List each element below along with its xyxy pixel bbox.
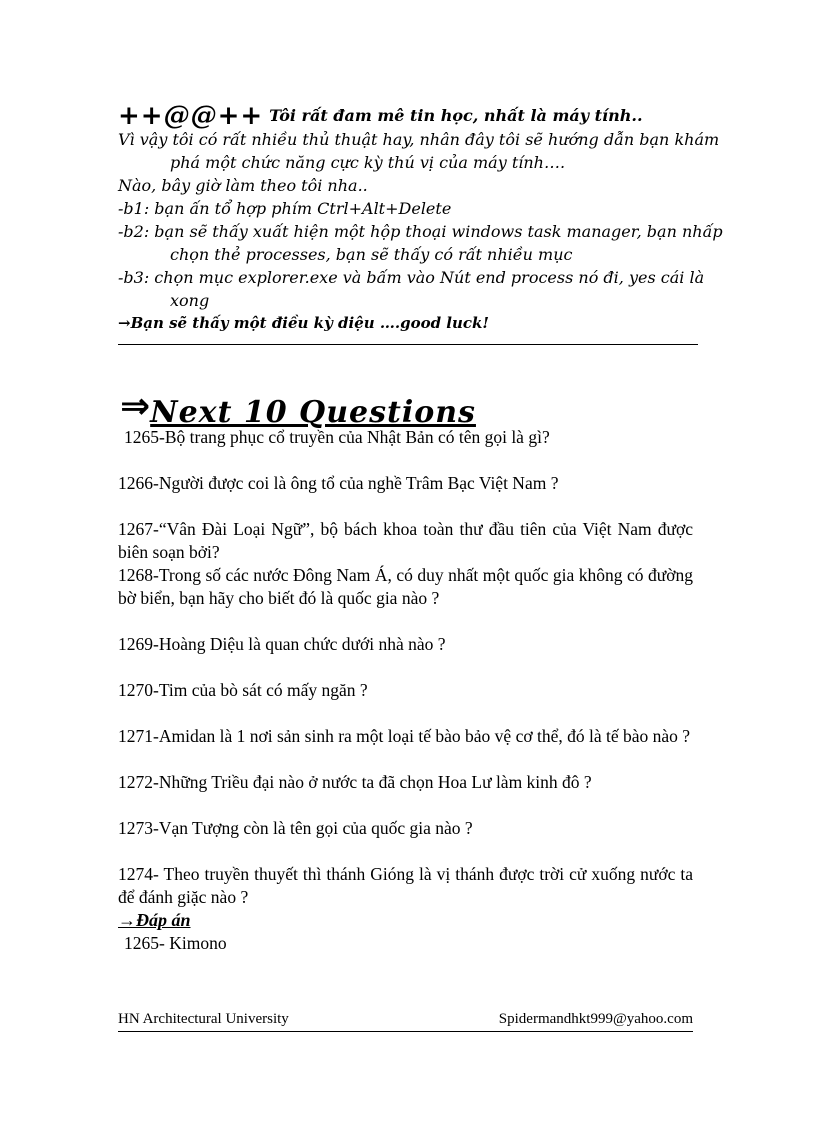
intro-line-2: Nào, bây giờ làm theo tôi nha.. [118,176,368,195]
intro-line-1b: phá một chức năng cực kỳ thú vị của máy tính…. [170,153,566,172]
step-2: -b2: bạn sẽ thấy xuất hiện một hộp thoại windows task manager, bạn nhấp [118,222,723,241]
question-1270: 1270-Tim của bò sát có mấy ngăn ? [118,680,368,700]
footer-rule [118,1031,693,1032]
answers-heading: →Đáp án [118,910,191,930]
page-footer [118,1011,693,1031]
question-1273: 1273-Vạn Tượng còn là tên gọi của quốc gia nào ? [118,818,473,838]
question-1267: 1267-“Vân Đài Loại Ngữ”, bộ bách khoa toàn thư đầu tiên của Việt Nam được biên soạn bởi? [118,519,693,562]
double-arrow-icon: ⇒ [120,386,151,427]
question-1274: 1274- Theo truyền thuyết thì thánh Gióng là vị thánh được trời cử xuống nước ta để đánh giặc nào ? [118,864,693,907]
step-3-continued: xong [170,291,210,310]
step-2-continued: chọn thẻ processes, bạn sẽ thấy có rất nhiều mục [170,245,573,264]
question-1265: 1265-Bộ trang phục cổ truyền của Nhật Bản có tên gọi là gì? [124,427,550,447]
section-title-text: Next 10 Questions [150,395,476,430]
question-1269: 1269-Hoàng Diệu là quan chức dưới nhà nào ? [118,634,446,654]
question-1272: 1272-Những Triều đại nào ở nước ta đã chọn Hoa Lư làm kinh đô ? [118,772,592,792]
footer-university: HN Architectural University [118,1011,289,1027]
section-title [120,386,476,430]
question-1266: 1266-Người được coi là ông tổ của nghề Trâm Bạc Việt Nam ? [118,473,559,493]
question-list [118,426,693,955]
step-3: -b3: chọn mục explorer.exe và bấm vào Nút end process nó đi, yes cái là [118,268,705,287]
question-1271: 1271-Amidan là 1 nơi sản sinh ra một loại tế bào bảo vệ cơ thể, đó là tế bào nào ? [118,726,691,746]
footer-email: Spidermandhkt999@yahoo.com [498,1011,693,1027]
intro-headline [118,101,698,131]
closing-line: →Bạn sẽ thấy một điều kỳ diệu ….good luck! [118,314,490,332]
headline-text: Tôi rất đam mê tin học, nhất là máy tính.. [269,106,643,125]
intro-line-1: Vì vậy tôi có rất nhiều thủ thuật hay, nhân đây tôi sẽ hướng dẫn bạn khám [118,130,720,149]
answer-1265: 1265- Kimono [124,933,227,953]
question-1268: 1268-Trong số các nước Đông Nam Á, có duy nhất một quốc gia không có đường bờ biển, bạn hãy cho biết đó là quốc gia nào ? [118,565,693,608]
intro-block [118,101,723,335]
step-1: -b1: bạn ấn tổ hợp phím Ctrl+Alt+Delete [118,199,452,218]
decorative-symbols: ++@@++ [118,101,264,131]
section-divider [118,344,698,345]
